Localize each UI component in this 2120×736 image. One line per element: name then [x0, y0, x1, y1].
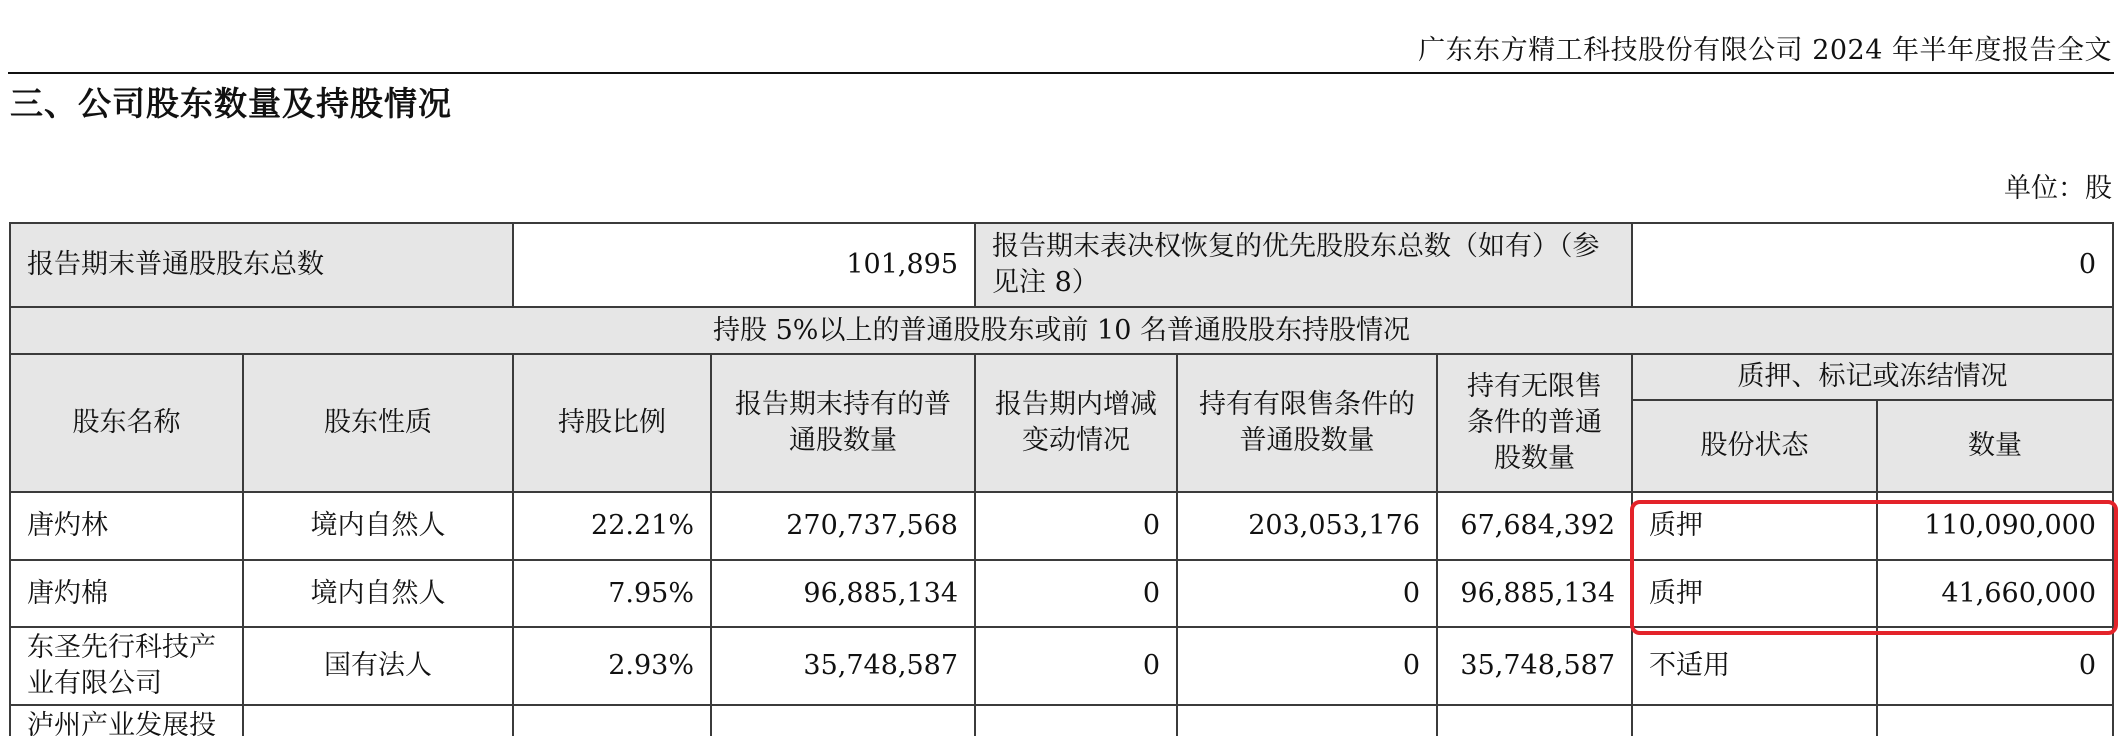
restricted-shares: 0: [1177, 627, 1437, 705]
table-row: [10, 705, 2113, 736]
holding-ratio: 22.21%: [513, 492, 711, 560]
unrestricted-shares: 35,748,587: [1437, 627, 1632, 705]
holder-name: 唐灼棉: [10, 560, 243, 627]
shares-change: 0: [975, 627, 1177, 705]
pledge-quantity: 0: [1877, 627, 2113, 705]
col-header-ratio: 持股比例: [513, 354, 711, 492]
holder-nature: [243, 705, 513, 736]
table-row: [10, 627, 2113, 705]
caption-row: [10, 307, 2113, 354]
restricted-shares: [1177, 705, 1437, 736]
shares-held: [711, 705, 975, 736]
holder-name: 唐灼林: [10, 492, 243, 560]
holder-nature: 国有法人: [243, 627, 513, 705]
summary-row: [10, 223, 2113, 307]
holder-nature: 境内自然人: [243, 560, 513, 627]
unit-note: 单位：股: [2004, 173, 2112, 204]
pledge-status: [1632, 705, 1877, 736]
header-rule: [8, 72, 2114, 74]
shares-change: [975, 705, 1177, 736]
col-header-nature: 股东性质: [243, 354, 513, 492]
pledge-status: 质押: [1632, 492, 1877, 560]
col-header-pledge-group: 质押、标记或冻结情况: [1632, 354, 2113, 400]
shares-held: 35,748,587: [711, 627, 975, 705]
col-header-pledge-status: 股份状态: [1632, 400, 1877, 492]
col-header-held: 报告期末持有的普通股数量: [711, 354, 975, 492]
holder-name: 东圣先行科技产业有限公司: [10, 627, 243, 705]
holding-ratio: 2.93%: [513, 627, 711, 705]
shares-held: 96,885,134: [711, 560, 975, 627]
holder-name: 泸州产业发展投: [10, 705, 243, 736]
section-title: 三、公司股东数量及持股情况: [10, 84, 452, 123]
col-header-restricted: 持有有限售条件的普通股数量: [1177, 354, 1437, 492]
holder-nature: 境内自然人: [243, 492, 513, 560]
pledge-status: 不适用: [1632, 627, 1877, 705]
unrestricted-shares: 96,885,134: [1437, 560, 1632, 627]
pledge-quantity: 41,660,000: [1877, 560, 2113, 627]
col-header-pledge-qty: 数量: [1877, 400, 2113, 492]
col-header-unrestricted: 持有无限售条件的普通股数量: [1437, 354, 1632, 492]
unrestricted-shares: 67,684,392: [1437, 492, 1632, 560]
col-header-change: 报告期内增减变动情况: [975, 354, 1177, 492]
shares-held: 270,737,568: [711, 492, 975, 560]
restricted-shares: 0: [1177, 560, 1437, 627]
preferred-holders-value: 0: [1632, 223, 2113, 307]
shares-change: 0: [975, 560, 1177, 627]
holding-ratio: 7.95%: [513, 560, 711, 627]
restricted-shares: 203,053,176: [1177, 492, 1437, 560]
preferred-holders-label: 报告期末表决权恢复的优先股股东总数（如有）（参见注 8）: [975, 223, 1632, 307]
shares-change: 0: [975, 492, 1177, 560]
shareholder-table: [9, 222, 2114, 736]
pledge-quantity: 110,090,000: [1877, 492, 2113, 560]
document-header: 广东东方精工科技股份有限公司 2024 年半年度报告全文: [1418, 35, 2112, 66]
holding-ratio: [513, 705, 711, 736]
table-caption: 持股 5%以上的普通股股东或前 10 名普通股股东持股情况: [10, 307, 2113, 354]
pledge-status: 质押: [1632, 560, 1877, 627]
pledge-highlight-box: [1630, 500, 2118, 635]
pledge-quantity: [1877, 705, 2113, 736]
header-row-1: [10, 354, 2113, 400]
total-common-holders-label: 报告期末普通股股东总数: [10, 223, 513, 307]
total-common-holders-value: 101,895: [513, 223, 975, 307]
unrestricted-shares: [1437, 705, 1632, 736]
col-header-name: 股东名称: [10, 354, 243, 492]
